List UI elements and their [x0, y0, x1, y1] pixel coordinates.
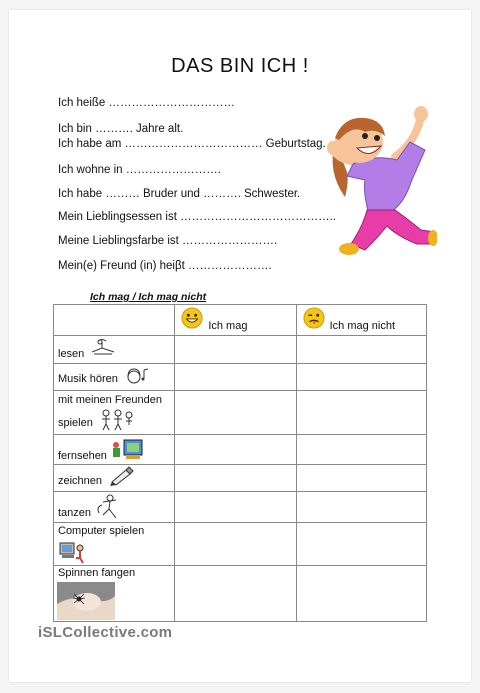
dislike-checkbox-cell[interactable] [296, 336, 426, 364]
dislike-checkbox-cell[interactable] [296, 566, 426, 622]
activity-cell [54, 336, 175, 364]
activity-cell [54, 566, 175, 622]
islcollective-watermark: iSLCollective.com [38, 624, 173, 641]
music-icon [124, 366, 150, 388]
like-checkbox-cell[interactable] [175, 465, 296, 492]
spider-photo-icon [57, 582, 115, 620]
activity-cell [54, 364, 175, 391]
table-row [54, 435, 427, 465]
tv-icon [110, 436, 144, 462]
jumping-kid-illustration [325, 102, 437, 262]
line-age: Ich bin ………. Jahre alt. [58, 123, 184, 135]
activity-label: zeichnen [58, 475, 103, 487]
table-row [54, 364, 427, 391]
header-empty-cell [54, 305, 175, 336]
header-like-cell [175, 305, 296, 336]
dislike-checkbox-cell[interactable] [296, 523, 426, 566]
activity-cell [54, 523, 175, 566]
table-row [54, 492, 427, 523]
line-residence: Ich wohne in ……………………. [58, 164, 221, 176]
activity-cell [54, 465, 175, 492]
header-dislike-cell [296, 305, 426, 336]
like-checkbox-cell[interactable] [175, 523, 296, 566]
dislike-checkbox-cell[interactable] [296, 465, 426, 492]
activity-label: Spinnen fangen [58, 567, 136, 579]
table-row [54, 391, 427, 435]
line-siblings: Ich habe ……… Bruder und ………. Schwester. [58, 188, 301, 200]
activity-cell [54, 391, 175, 435]
activity-label: tanzen [58, 507, 92, 519]
like-checkbox-cell[interactable] [175, 492, 296, 523]
activity-label: fernsehen [58, 450, 107, 462]
reading-icon [90, 338, 116, 356]
dislike-checkbox-cell[interactable] [296, 364, 426, 391]
like-checkbox-cell[interactable] [175, 435, 296, 465]
table-row [54, 336, 427, 364]
activity-label-continued: spielen [58, 417, 93, 429]
likes-table [53, 304, 427, 622]
activity-label: lesen [58, 348, 85, 360]
drawing-icon [108, 466, 136, 486]
dislike-checkbox-cell[interactable] [296, 492, 426, 523]
line-friend: Mein(e) Freund (in) heiβt …………………. [58, 260, 272, 272]
table-header-row [54, 305, 427, 336]
activity-cell [54, 435, 175, 465]
friends-playing-icon [98, 407, 134, 433]
table-row [54, 566, 427, 622]
dislike-checkbox-cell[interactable] [296, 391, 426, 435]
dislike-checkbox-cell[interactable] [296, 435, 426, 465]
header-dislike-label: Ich mag nicht [329, 320, 396, 332]
activity-cell [54, 492, 175, 523]
activity-label: mit meinen Freunden [58, 394, 162, 406]
line-name: Ich heiße …………………………… [58, 97, 235, 109]
like-checkbox-cell[interactable] [175, 566, 296, 622]
like-checkbox-cell[interactable] [175, 336, 296, 364]
dancing-icon [94, 493, 124, 521]
line-favorite-food: Mein Lieblingsessen ist ………………………………….. [58, 211, 336, 223]
table-row [54, 523, 427, 566]
table-row [54, 465, 427, 492]
header-like-label: Ich mag [208, 320, 248, 332]
happy-smiley-icon [181, 307, 203, 329]
worksheet-title: DAS BIN ICH ! [171, 55, 309, 77]
table-heading: Ich mag / Ich mag nicht [90, 291, 207, 303]
like-checkbox-cell[interactable] [175, 391, 296, 435]
disgusted-smiley-icon [303, 307, 325, 329]
line-favorite-color: Meine Lieblingsfarbe ist ……………………. [58, 235, 278, 247]
line-birthday: Ich habe am ……………………………… Geburtstag. [58, 138, 326, 150]
computer-icon [58, 540, 86, 564]
like-checkbox-cell[interactable] [175, 364, 296, 391]
activity-label: Computer spielen [58, 525, 145, 537]
activity-label: Musik hören [58, 373, 118, 385]
